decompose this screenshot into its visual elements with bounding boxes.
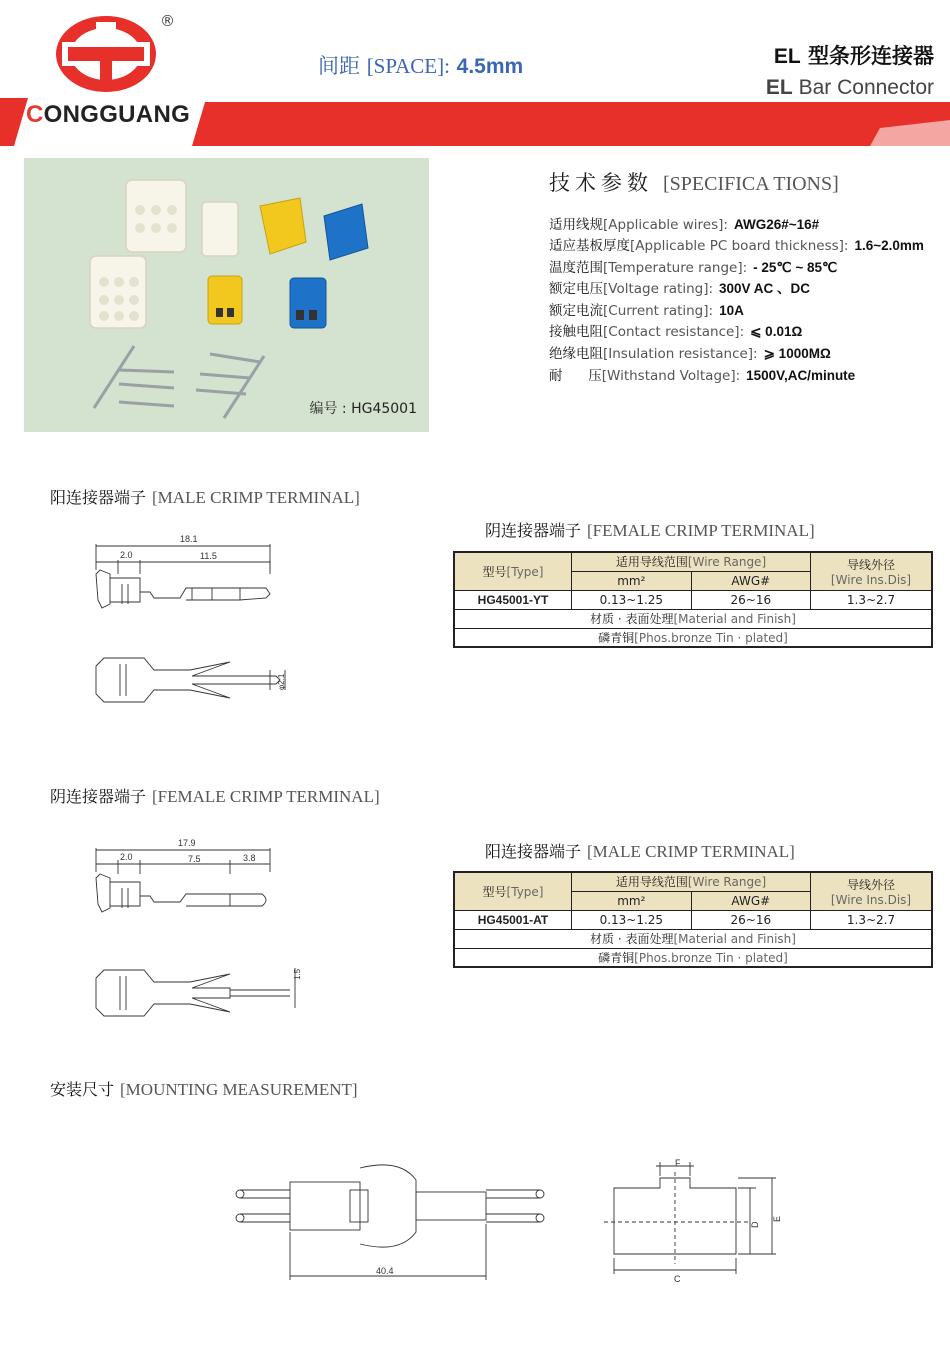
awg-header: AWG# [691, 891, 810, 910]
male-overall-dimension: 18.1 [180, 534, 198, 544]
section-male-crimp-terminal: 阳连接器端子 [MALE CRIMP TERMINAL] [50, 488, 360, 507]
spec-row-withstand-voltage: 耐 压[Withstand Voltage]: 1500V,AC/minute [549, 368, 856, 384]
mounting-hole-drawing [600, 1158, 790, 1288]
wire-dia-header: 导线外径 [Wire Ins.Dis] [811, 872, 932, 910]
awg-cell: 26~16 [691, 590, 810, 609]
series-title-cn: EL 型条形连接器 [773, 44, 934, 68]
dim-E: E [772, 1215, 782, 1222]
awg-cell: 26~16 [691, 910, 810, 929]
product-photo [24, 158, 429, 432]
spec-row-voltage: 额定电压[Voltage rating]: 300V AC 、DC [549, 281, 811, 297]
spec-row-wires: 适用线规[Applicable wires]: AWG26#~16# [549, 217, 820, 233]
female-dim-a: 2.0 [120, 852, 133, 862]
male-dim-a: 2.0 [120, 550, 133, 560]
registered-mark: ® [160, 12, 175, 30]
spec-row-contact-resistance: 接触电阻[Contact resistance]: ⩽ 0.01Ω [549, 324, 803, 340]
section-female-crimp-terminal-table: 阴连接器端子 [FEMALE CRIMP TERMINAL] [485, 521, 815, 540]
spec-row-temperature: 温度范围[Temperature range]: - 25℃ ~ 85℃ [549, 260, 838, 276]
type-header: 型号[Type] [454, 552, 572, 590]
hongguang-logo-icon [54, 14, 158, 94]
connector-illustration [24, 158, 429, 432]
specifications-title: 技术参数 [SPECIFICA TIONS] [549, 171, 839, 195]
female-overall-dimension: 17.9 [178, 838, 196, 848]
spacing-label: 间距 [SPACE]: 4.5mm [318, 54, 524, 78]
male-terminal-table [453, 871, 933, 968]
female-terminal-table [453, 551, 933, 648]
series-title-en: EL Bar Connector [765, 76, 934, 99]
part-number-label: 编号 : HG45001 [309, 401, 417, 417]
brand-name: CONGGUANG [26, 101, 191, 128]
wire-range-header: 适用导线范围[Wire Range] [572, 872, 811, 891]
female-dim-c: 3.8 [243, 853, 256, 863]
female-terminal-drawing [80, 838, 310, 1028]
dia-cell: 1.3~2.7 [811, 910, 932, 929]
spec-row-current: 额定电流[Current rating]: 10A [549, 303, 744, 319]
mm2-cell: 0.13~1.25 [572, 910, 692, 929]
finish-row: 磷青铜[Phos.bronze Tin · plated] [454, 628, 932, 647]
male-dim-b: 11.5 [200, 551, 217, 561]
type-header: 型号[Type] [454, 872, 572, 910]
mm2-cell: 0.13~1.25 [572, 590, 692, 609]
dia-cell: 1.3~2.7 [811, 590, 932, 609]
mm2-header: mm² [572, 891, 692, 910]
mm2-header: mm² [572, 571, 692, 590]
dim-F: F [675, 1158, 681, 1168]
mounting-assembly-drawing [230, 1150, 560, 1290]
type-cell: HG45001-YT [454, 590, 572, 609]
section-male-crimp-terminal-table: 阳连接器端子 [MALE CRIMP TERMINAL] [485, 842, 795, 861]
male-dim-dia: φ2.1 [277, 673, 286, 690]
dim-C: C [674, 1274, 681, 1284]
finish-row: 磷青铜[Phos.bronze Tin · plated] [454, 948, 932, 967]
awg-header: AWG# [691, 571, 810, 590]
spec-row-board-thickness: 适应基板厚度[Applicable PC board thickness]: 1.6~2.0mm [549, 238, 924, 254]
mounting-length-dimension: 40.4 [376, 1266, 394, 1276]
wire-dia-header: 导线外径 [Wire Ins.Dis] [811, 552, 932, 590]
spec-row-insulation-resistance: 绝缘电阻[Insulation resistance]: ⩾ 1000MΩ [549, 346, 831, 362]
section-mounting-measurement: 安装尺寸 [MOUNTING MEASUREMENT] [50, 1080, 358, 1099]
female-dim-dia: 1.5 [293, 968, 302, 980]
section-female-crimp-terminal: 阴连接器端子 [FEMALE CRIMP TERMINAL] [50, 787, 380, 806]
dim-D: D [750, 1221, 760, 1228]
material-row: 材质 · 表面处理[Material and Finish] [454, 929, 932, 948]
male-terminal-drawing [80, 530, 310, 720]
wire-range-header: 适用导线范围[Wire Range] [572, 552, 811, 571]
female-dim-b: 7.5 [188, 854, 201, 864]
material-row: 材质 · 表面处理[Material and Finish] [454, 609, 932, 628]
type-cell: HG45001-AT [454, 910, 572, 929]
